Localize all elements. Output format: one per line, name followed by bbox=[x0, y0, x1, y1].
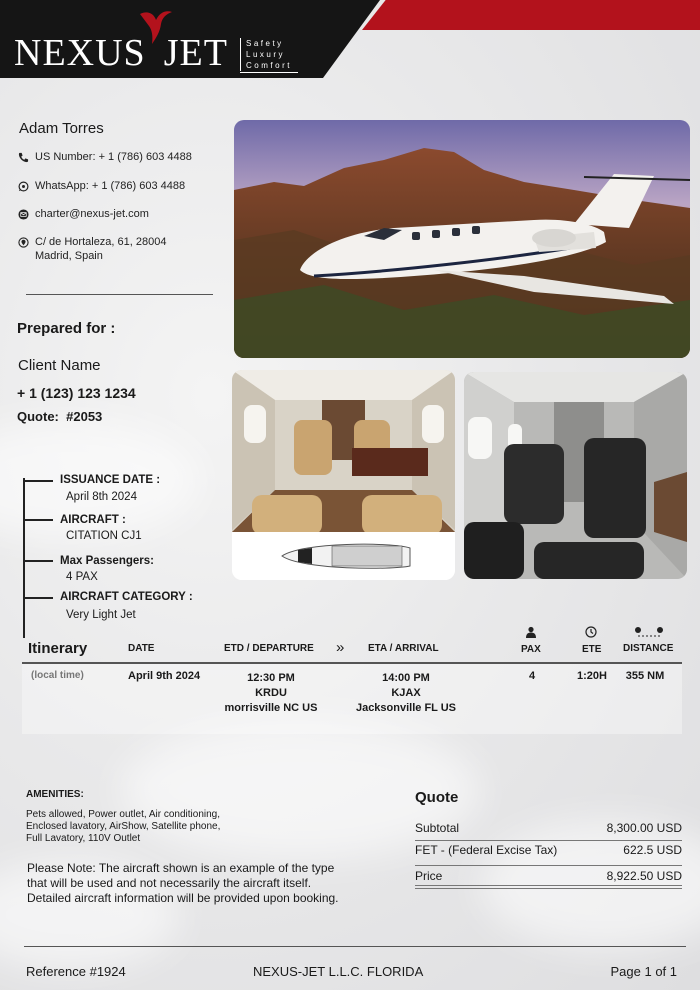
col-ete: ETE bbox=[582, 644, 602, 655]
quote-row-price: Price 8,922.50 USD bbox=[415, 869, 682, 883]
detail-tree-line bbox=[23, 478, 25, 638]
client-name: Client Name bbox=[18, 357, 101, 374]
col-date: DATE bbox=[128, 643, 155, 654]
row-arr-code: KJAX bbox=[391, 687, 421, 699]
phone-icon bbox=[18, 152, 29, 163]
cabin-seats-photo bbox=[464, 372, 687, 579]
quote-row-fet: FET - (Federal Excise Tax) 622.5 USD bbox=[415, 843, 682, 857]
section-divider bbox=[26, 294, 213, 295]
prepared-for-heading: Prepared for : bbox=[17, 320, 116, 337]
aircraft-category-label: AIRCRAFT CATEGORY : bbox=[60, 591, 193, 603]
tagline-underline bbox=[240, 72, 298, 73]
aircraft-category-value: Very Light Jet bbox=[66, 609, 136, 621]
col-pax: PAX bbox=[521, 644, 541, 655]
tree-tick bbox=[23, 560, 53, 562]
max-passengers-value: 4 PAX bbox=[66, 571, 98, 583]
issuance-date-label: ISSUANCE DATE : bbox=[60, 474, 161, 486]
cabin-interior-photo bbox=[232, 370, 455, 580]
quote-double-rule bbox=[415, 888, 682, 889]
tree-tick bbox=[23, 480, 53, 482]
contact-whatsapp[interactable]: WhatsApp: + 1 (786) 603 4488 bbox=[18, 180, 185, 192]
quote-row-subtotal: Subtotal 8,300.00 USD bbox=[415, 821, 682, 835]
row-ete: 1:20H bbox=[577, 670, 607, 682]
contact-email[interactable]: charter@nexus-jet.com bbox=[18, 208, 149, 220]
row-arr-time: 14:00 PM bbox=[382, 672, 430, 684]
clock-icon bbox=[585, 626, 597, 638]
location-icon bbox=[18, 237, 29, 248]
row-pax: 4 bbox=[528, 670, 536, 682]
route-icon bbox=[634, 626, 664, 638]
brand-logo: NEXUS JET bbox=[14, 32, 228, 74]
col-distance: DISTANCE bbox=[623, 643, 674, 654]
contact-address: C/ de Hortaleza, 61, 28004 Madrid, Spain bbox=[18, 236, 166, 262]
footer-rule bbox=[24, 946, 686, 947]
whatsapp-icon bbox=[18, 181, 29, 192]
amenities-heading: AMENITIES: bbox=[26, 789, 84, 800]
quote-double-rule bbox=[415, 885, 682, 886]
brand-tagline: Safety Luxury Comfort bbox=[240, 38, 292, 71]
col-departure: ETD / DEPARTURE bbox=[224, 643, 314, 654]
quote-title: Quote bbox=[415, 789, 459, 806]
quote-number: Quote: #2053 bbox=[17, 409, 103, 424]
email-icon bbox=[18, 209, 29, 220]
bird-logo-icon bbox=[134, 4, 174, 44]
person-icon bbox=[525, 626, 537, 638]
agent-name: Adam Torres bbox=[19, 120, 104, 137]
contact-phone[interactable]: US Number: + 1 (786) 603 4488 bbox=[18, 151, 192, 163]
col-arrow: » bbox=[336, 639, 345, 656]
issuance-date-value: April 8th 2024 bbox=[66, 491, 137, 503]
local-time-note: (local time) bbox=[31, 670, 84, 681]
row-dep-code: KRDU bbox=[255, 687, 287, 699]
footer-company: NEXUS-JET L.L.C. FLORIDA bbox=[253, 964, 424, 979]
col-arrival: ETA / ARRIVAL bbox=[368, 643, 439, 654]
quote-rule bbox=[415, 865, 682, 866]
jet-exterior-photo bbox=[234, 120, 690, 358]
aircraft-value: CITATION CJ1 bbox=[66, 530, 142, 542]
amenities-list: Pets allowed, Power outlet, Air conditioning, Enclosed lavatory, AirShow, Satellite phone, Full Lavatory, 110V Outlet bbox=[26, 809, 221, 844]
tree-tick bbox=[23, 519, 53, 521]
footer-reference: Reference #1924 bbox=[26, 964, 126, 979]
header-red-stripe bbox=[362, 0, 700, 30]
aircraft-label: AIRCRAFT : bbox=[60, 514, 126, 526]
row-dep-city: morrisville NC US bbox=[224, 702, 318, 714]
max-passengers-label: Max Passengers: bbox=[60, 555, 154, 567]
aircraft-disclaimer: Please Note: The aircraft shown is an example of the type that will be used and not necessarily the aircraft itself. Detailed aircraft information will be provided upon booking. bbox=[27, 861, 339, 905]
footer-page: Page 1 of 1 bbox=[610, 964, 677, 979]
row-date: April 9th 2024 bbox=[128, 670, 201, 682]
quote-rule bbox=[415, 840, 682, 841]
tree-tick bbox=[23, 597, 53, 599]
row-dep-time: 12:30 PM bbox=[247, 672, 295, 684]
row-distance: 355 NM bbox=[625, 670, 665, 682]
itinerary-title: Itinerary bbox=[28, 640, 88, 657]
client-phone: + 1 (123) 123 1234 bbox=[17, 385, 136, 401]
row-arr-city: Jacksonville FL US bbox=[355, 702, 457, 714]
